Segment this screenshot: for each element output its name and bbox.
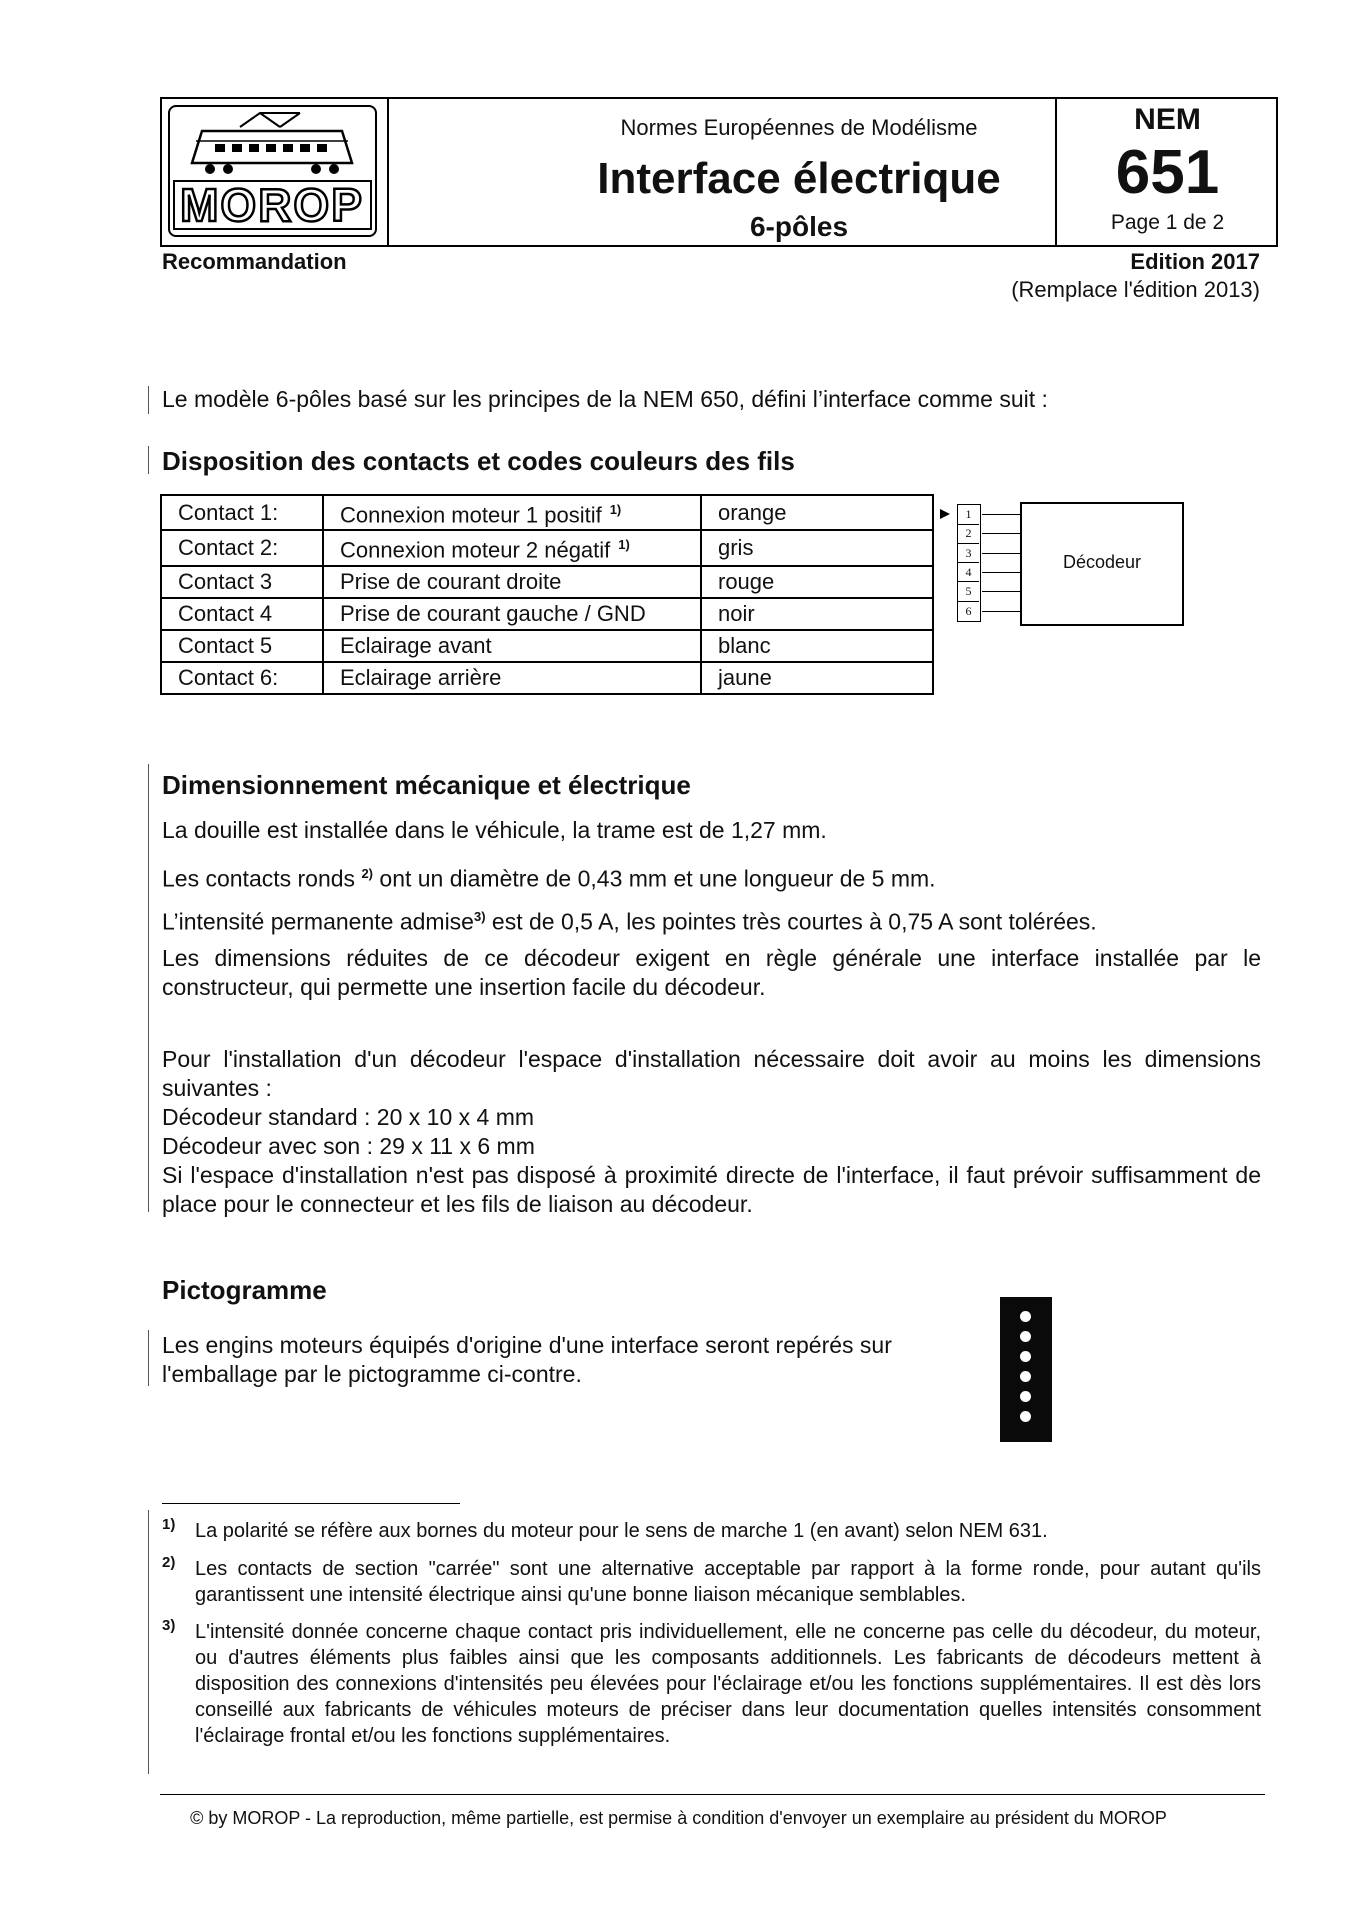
paragraph: Les dimensions réduites de ce décodeur exigent en règle générale une interface installée par le constructeur, qui permette une insertion facile du décodeur. <box>162 945 1261 1000</box>
footnote-ref: 1) <box>609 502 622 517</box>
section-heading-dimensions: Dimensionnement mécanique et électrique <box>162 770 691 800</box>
function-text: Eclairage arrière <box>340 664 502 690</box>
paragraph: Décodeur standard : 20 x 10 x 4 mm <box>162 1104 535 1130</box>
function-cell <box>323 566 701 598</box>
change-bar <box>148 1330 149 1386</box>
pin-number: 4 <box>958 563 979 583</box>
wire-line <box>982 611 1020 612</box>
wire-color-cell: blanc <box>701 630 933 662</box>
document-subtitle: 6-pôles <box>749 211 849 242</box>
contact-cell: Contact 3 <box>161 566 323 598</box>
change-bar <box>148 764 149 1212</box>
contact-cell: Contact 4 <box>161 598 323 630</box>
pictogram-icon <box>1000 1297 1052 1442</box>
edition-label: Edition 2017 <box>1130 249 1260 274</box>
wire-color-cell: orange <box>701 495 933 530</box>
footer-separator <box>160 1794 1265 1795</box>
page-indicator: Page 1 de 2 <box>1110 211 1225 234</box>
function-cell <box>323 598 701 630</box>
paragraph: Si l'espace d'installation n'est pas disposé à proximité directe de l'interface, il faut prévoir suffisamment de place pour le connecteur et les fils de liaison au décodeur. <box>162 1162 1261 1217</box>
document-header <box>160 97 1278 247</box>
wire-line <box>982 572 1020 573</box>
document-title: Interface électrique <box>597 154 1001 203</box>
table-row <box>161 530 933 565</box>
function-cell <box>323 630 701 662</box>
change-bar <box>148 386 149 414</box>
footnote-ref: 3) <box>473 909 486 924</box>
text-run: Les contacts ronds <box>162 865 362 892</box>
footnote-text: L'intensité donnée concerne chaque contact pris individuellement, elle ne concerne pas celle du décodeur, du moteur, ou d'autres éléments plus faibles ainsi que les composants additionnels. Les fabricants de décodeurs mettent à disposition des connexions d'intensités peu élevées pour l'éclairage et/ou les fonctions supplémentaires. Il est dès lors conseillé aux fabricants de véhicules moteurs de préciser dans leur documentation quelles intensités consomment l'éclairage frontal et/ou les fonctions supplémentaires. <box>195 1621 1261 1747</box>
function-cell <box>323 530 701 565</box>
morop-logo <box>168 105 377 237</box>
wire-line <box>982 533 1020 534</box>
section-heading-contacts: Disposition des contacts et codes couleurs des fils <box>162 446 795 476</box>
footnote-text: Les contacts de section "carrée" sont une alternative acceptable par rapport à la forme ronde, pour autant qu'ils garantissent une intensité électrique ainsi qu'une bonne liaison mécanique semblables. <box>195 1558 1261 1606</box>
function-text: Prise de courant gauche / GND <box>340 600 646 626</box>
intro-text: Le modèle 6-pôles basé sur les principes de la NEM 650, défini l’interface comme suit : <box>162 386 1048 412</box>
pictogram-dot <box>1020 1391 1031 1402</box>
connector-pins <box>957 504 981 622</box>
paragraph <box>162 902 1261 937</box>
paragraph <box>162 859 1261 894</box>
footnote-mark: 1) <box>162 1516 176 1533</box>
footnote-ref: 2) <box>361 866 374 881</box>
section-heading-pictogram: Pictogramme <box>162 1275 327 1305</box>
decoder-box <box>1020 502 1184 626</box>
nem-cell <box>1055 99 1278 245</box>
table-row <box>161 495 933 530</box>
contact-cell: Contact 1: <box>161 495 323 530</box>
standard-series: Normes Européennes de Modélisme <box>620 115 978 140</box>
contact-cell: Contact 6: <box>161 662 323 694</box>
arrow-right-icon <box>938 507 952 521</box>
footnote-text: La polarité se réfère aux bornes du moteur pour le sens de marche 1 (en avant) selon NEM 631. <box>195 1520 1048 1542</box>
pictogram-dot <box>1020 1331 1031 1342</box>
table-row <box>161 598 933 630</box>
pin-number: 6 <box>965 603 972 618</box>
function-text: Prise de courant droite <box>340 568 562 594</box>
replaces-label: (Remplace l'édition 2013) <box>1011 277 1260 302</box>
function-text: Eclairage avant <box>340 632 492 658</box>
wire-line <box>982 553 1020 554</box>
function-cell <box>323 662 701 694</box>
pictogram-dot <box>1020 1411 1031 1422</box>
paragraph: Les engins moteurs équipés d'origine d'une interface seront repérés sur l'emballage par le pictogramme ci-contre. <box>162 1332 892 1387</box>
pictogram-dot <box>1020 1371 1031 1382</box>
logo-text: MOROP <box>180 179 364 231</box>
contact-table <box>160 494 934 695</box>
wire-color-cell: noir <box>701 598 933 630</box>
change-bar <box>148 1510 149 1774</box>
pin-number: 5 <box>958 582 979 602</box>
pictogram-dot <box>1020 1311 1031 1322</box>
wire-color-cell: rouge <box>701 566 933 598</box>
text-run: est de 0,5 A, les pointes très courtes à 0,75 A sont tolérées. <box>485 908 1097 935</box>
table-row <box>161 630 933 662</box>
nem-label: NEM <box>1134 103 1201 136</box>
decoder-label: Décodeur <box>1062 552 1142 572</box>
wire-line <box>982 591 1020 592</box>
wire-color-cell: gris <box>701 530 933 565</box>
footnote-separator <box>162 1503 460 1504</box>
pin-number: 1 <box>958 505 979 525</box>
copyright-footer: © by MOROP - La reproduction, même partielle, est permise à condition d'envoyer un exemplaire au président du MOROP <box>190 1808 1167 1828</box>
footnote-mark: 3) <box>162 1617 176 1634</box>
footnote-mark: 2) <box>162 1554 176 1571</box>
function-text: Connexion moteur 1 positif <box>340 502 602 528</box>
nem-number: 651 <box>1115 138 1220 207</box>
status-label: Recommandation <box>162 249 347 274</box>
table-row <box>161 662 933 694</box>
wire-line <box>982 514 1020 515</box>
function-cell <box>323 495 701 530</box>
change-bar <box>148 446 149 474</box>
contact-cell: Contact 2: <box>161 530 323 565</box>
pin-number: 2 <box>958 524 979 544</box>
logo-cell <box>162 99 389 245</box>
paragraph: Pour l'installation d'un décodeur l'espace d'installation nécessaire doit avoir au moins les dimensions suivantes : <box>162 1046 1261 1101</box>
footnote-ref: 1) <box>618 537 630 553</box>
function-text: Connexion moteur 2 négatif <box>340 537 611 563</box>
pin-number: 3 <box>958 544 979 564</box>
pictogram-dot <box>1020 1351 1031 1362</box>
paragraph: Décodeur avec son : 29 x 11 x 6 mm <box>162 1133 535 1159</box>
text-run: L’intensité permanente admise <box>162 908 474 935</box>
contact-cell: Contact 5 <box>161 630 323 662</box>
wire-color-cell: jaune <box>701 662 933 694</box>
locomotive-icon <box>170 107 375 235</box>
table-row <box>161 566 933 598</box>
text-run: ont un diamètre de 0,43 mm et une longueur de 5 mm. <box>373 865 936 892</box>
paragraph: La douille est installée dans le véhicule, la trame est de 1,27 mm. <box>162 817 827 843</box>
